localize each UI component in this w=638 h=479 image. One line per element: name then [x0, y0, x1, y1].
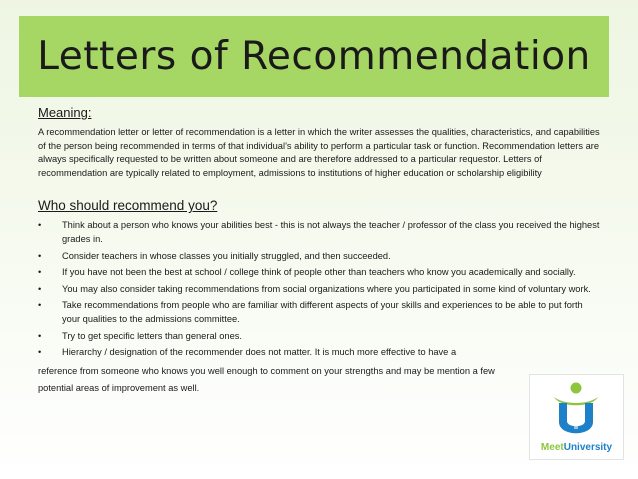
continuation-text: reference from someone who knows you well enough to comment on your strengths and may be mention a few potential areas of improvement as well.	[38, 365, 495, 393]
bullet-text: You may also consider taking recommendations from social organizations where you participated in some kind of voluntary work.	[62, 283, 591, 294]
bullet-text: Think about a person who knows your abilities best - this is not always the teacher / professor of the class you received the highest grades in.	[62, 220, 600, 244]
recommend-bullet-list	[38, 219, 603, 359]
list-item	[38, 330, 603, 344]
bullet-text: Hierarchy / designation of the recommender does not matter. It is much more effective to have a	[62, 347, 457, 358]
slide-content	[38, 105, 603, 397]
bullet-text: Try to get specific letters than general ones.	[62, 330, 243, 341]
bullet-dot: •	[38, 220, 42, 231]
title-banner	[19, 16, 609, 97]
bullet-text: Consider teachers in whose classes you initially struggled, and then succeeded.	[62, 250, 391, 261]
bullet-dot: •	[38, 330, 42, 341]
bullet-dot: •	[38, 267, 42, 278]
bullet-dot: •	[38, 283, 42, 294]
logo-emblem-icon	[530, 375, 623, 445]
list-item	[38, 283, 603, 297]
list-item	[38, 346, 603, 360]
list-item	[38, 299, 603, 326]
page-title: Letters of Recommendation	[37, 34, 591, 79]
recommend-heading: Who should recommend you?	[38, 198, 218, 214]
bullet-dot: •	[38, 347, 42, 358]
bullet-text: If you have not been the best at school / college think of people other than teachers who know you academically and socially.	[62, 267, 576, 278]
list-item	[38, 266, 603, 280]
bullet-text: Take recommendations from people who are familiar with different aspects of your skills and experiences to be able to put forth your qualities to the admissions committee.	[62, 300, 583, 324]
meaning-heading: Meaning:	[38, 105, 92, 120]
list-item	[38, 250, 603, 264]
logo-wordmark: MeetUniversity	[540, 442, 613, 453]
bullet-dot: •	[38, 300, 42, 311]
meaning-paragraph: A recommendation letter or letter of recommendation is a letter in which the writer assesses the qualities, characteristics, and capabilities of the person being recommended in terms of that individual’s ability to perform a particular task or function. Recommendation letters are always specifically requested to be written about someone and are therefore addressed to a particular requestor. Letters of recommendation are typically related to employment, admissions to institutions of higher education or scholarship eligibility	[38, 127, 600, 178]
meetuniversity-logo	[529, 374, 624, 460]
list-item	[38, 219, 603, 246]
bullet-dot: •	[38, 250, 42, 261]
